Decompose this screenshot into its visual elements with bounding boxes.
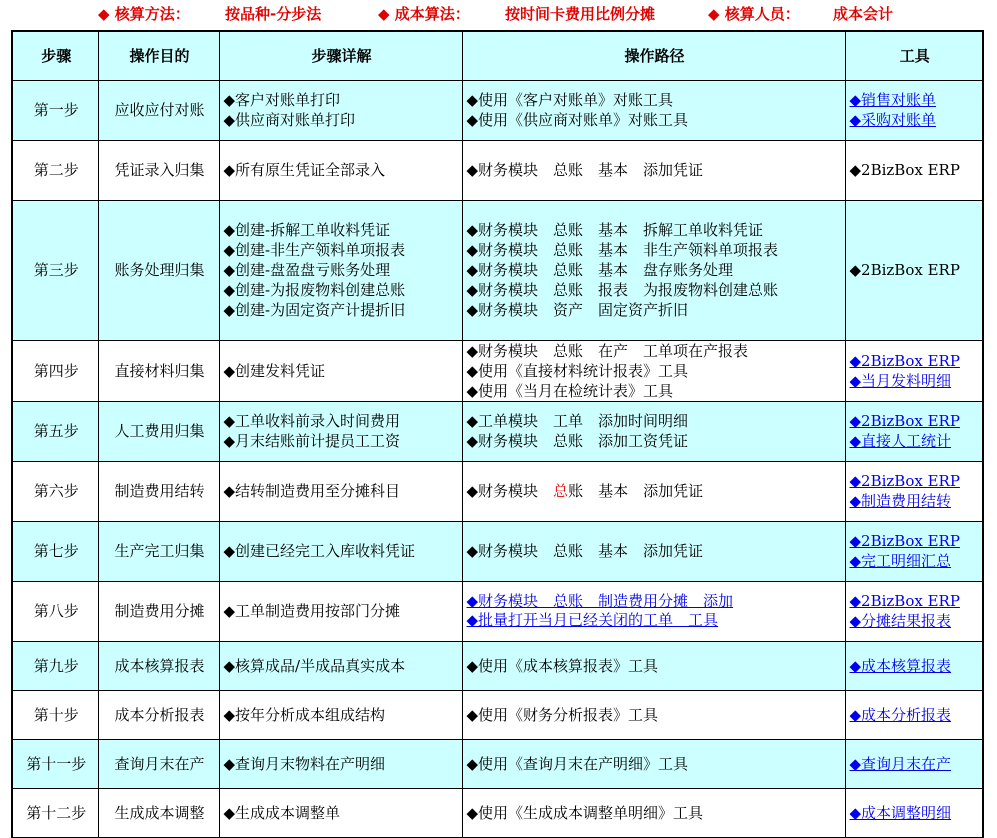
tool-link[interactable]: ◆2BizBox ERP [849,592,960,610]
details-cell [219,140,462,200]
table-row [12,401,983,461]
column-header-purpose: 操作目的 [98,31,219,80]
purpose-cell: 成本核算报表 [98,641,219,690]
tools-cell [845,401,983,461]
tool-link[interactable]: ◆制造费用结转 [849,492,952,510]
path-item: ◆财务模块 总账 添加工资凭证 [466,432,689,450]
path-segment: 总 [553,482,569,500]
path-cell [462,340,845,401]
path-cell [462,521,845,581]
detail-item: ◆创建-为报废物料创建总账 [223,281,406,299]
detail-item: ◆月末结账前计提员工工资 [223,432,401,450]
path-cell [462,461,845,521]
step-cell: 第九步 [12,641,98,690]
purpose-cell: 查询月末在产 [98,739,219,788]
detail-item: ◆创建-为固定资产计提折旧 [223,301,406,319]
path-item: ◆财务模块 总账 在产 工单项在产报表 [466,341,749,360]
step-cell: 第五步 [12,401,98,461]
purpose-cell: 生成成本调整 [98,788,219,837]
path-item [467,481,843,501]
detail-item: ◆供应商对账单打印 [223,111,356,129]
details-cell [219,340,462,401]
path-item: ◆财务模块 总账 基本 拆解工单收料凭证 [466,221,764,239]
table-header-row [12,31,983,80]
step-cell: 第一步 [12,80,98,140]
tool-link[interactable]: ◆2BizBox ERP [849,351,960,370]
step-cell: 第十一步 [12,739,98,788]
column-header-tools: 工具 [845,31,983,80]
step-cell: 第三步 [12,200,98,340]
tools-cell [845,690,983,739]
path-cell [462,641,845,690]
table-row [12,739,983,788]
purpose-cell: 应收应付对账 [98,80,219,140]
details-cell [219,690,462,739]
details-cell [219,461,462,521]
details-cell [219,80,462,140]
detail-item: ◆工单制造费用按部门分摊 [223,602,401,620]
step-cell: 第二步 [12,140,98,200]
tool-link[interactable]: ◆直接人工统计 [849,432,952,450]
path-cell [462,401,845,461]
tools-cell [845,521,983,581]
header-algorithm-value: 按时间卡费用比例分摊 [505,5,656,23]
purpose-cell: 生产完工归集 [98,521,219,581]
path-cell [462,690,845,739]
path-segment: 账 基本 添加凭证 [568,482,704,500]
table-row [12,461,983,521]
detail-item: ◆创建-盘盈盘亏账务处理 [223,261,391,279]
detail-item: ◆创建-非生产领料单项报表 [223,241,406,259]
table-body [12,80,983,837]
detail-item: ◆创建发料凭证 [223,361,326,380]
tool-label: ◆2BizBox ERP [849,161,960,179]
column-header-path: 操作路径 [462,31,845,80]
purpose-cell: 直接材料归集 [98,340,219,401]
path-item: ◆使用《财务分析报表》工具 [466,705,659,724]
table-row [12,140,983,200]
tool-link[interactable]: ◆分摊结果报表 [849,612,952,630]
path-item: ◆使用《查询月末在产明细》工具 [466,754,689,773]
tools-cell [845,641,983,690]
purpose-cell: 制造费用结转 [98,461,219,521]
details-cell [219,521,462,581]
table-row [12,690,983,739]
path-item: ◆使用《成本核算报表》工具 [466,656,659,675]
tool-link[interactable]: ◆完工明细汇总 [849,552,952,570]
detail-item: ◆创建已经完工入库收料凭证 [223,542,416,560]
tools-cell [845,581,983,641]
detail-item: ◆核算成品/半成品真实成本 [223,656,406,675]
header-staff-value: 成本会计 [833,5,894,23]
details-cell [219,739,462,788]
path-link[interactable]: ◆批量打开当月已经关闭的工单 工具 [466,611,719,629]
tool-link[interactable]: ◆成本核算报表 [849,656,952,675]
details-cell [219,641,462,690]
path-item: ◆财务模块 总账 基本 盘存账务处理 [466,261,734,279]
purpose-cell: 人工费用归集 [98,401,219,461]
detail-item: ◆工单收料前录入时间费用 [223,412,401,430]
detail-item: ◆客户对账单打印 [223,91,341,109]
details-cell [219,200,462,340]
table-row [12,340,983,401]
tool-link[interactable]: ◆成本分析报表 [849,705,952,724]
path-item: ◆财务模块 总账 基本 非生产领料单项报表 [466,241,779,259]
tool-link[interactable]: ◆采购对账单 [849,111,937,129]
header-algorithm-label: ◆ 成本算法： [378,5,470,23]
path-item: ◆使用《供应商对账单》对账工具 [466,111,689,129]
path-item: ◆财务模块 总账 报表 为报废物料创建总账 [466,281,779,299]
tools-cell [845,140,983,200]
column-header-step: 步骤 [12,31,98,80]
step-cell: 第八步 [12,581,98,641]
table-row [12,80,983,140]
header-method-value: 按品种-分步法 [225,5,322,23]
path-item: ◆财务模块 总账 基本 添加凭证 [466,542,704,560]
purpose-cell: 凭证录入归集 [98,140,219,200]
tool-link[interactable]: ◆当月发料明细 [849,371,952,390]
tools-cell [845,340,983,401]
table-row [12,641,983,690]
table-row [12,521,983,581]
path-item: ◆财务模块 总账 基本 添加凭证 [466,161,704,179]
path-cell [462,581,845,641]
table-row [12,581,983,641]
step-cell: 第七步 [12,521,98,581]
tool-link[interactable]: ◆查询月末在产 [849,754,952,773]
details-cell [219,581,462,641]
detail-item: ◆所有原生凭证全部录入 [223,161,386,179]
path-item: ◆工单模块 工单 添加时间明细 [466,412,689,430]
path-cell [462,140,845,200]
path-link[interactable]: ◆财务模块 总账 制造费用分摊 添加 [466,592,734,610]
table-row [12,200,983,340]
step-cell: 第十步 [12,690,98,739]
path-item: ◆使用《当月在检统计表》工具 [466,381,674,400]
tool-link[interactable]: ◆2BizBox ERP [849,412,960,430]
tool-link[interactable]: ◆销售对账单 [849,91,937,109]
details-cell [219,401,462,461]
header-staff-label: ◆ 核算人员： [708,5,800,23]
page-header [0,0,997,28]
step-cell: 第四步 [12,340,98,401]
path-segment: ◆财务模块 [466,482,554,500]
tool-link[interactable]: ◆成本调整明细 [849,803,952,822]
path-item: ◆使用《生成成本调整单明细》工具 [466,803,704,822]
path-item: ◆使用《直接材料统计报表》工具 [466,361,689,380]
detail-item: ◆创建-拆解工单收料凭证 [223,221,391,239]
cost-accounting-table [11,30,984,838]
path-cell [462,80,845,140]
detail-item: ◆结转制造费用至分摊科目 [223,482,401,500]
tool-label: ◆2BizBox ERP [849,261,960,279]
tool-link[interactable]: ◆2BizBox ERP [849,532,960,550]
tool-link[interactable]: ◆2BizBox ERP [849,472,960,490]
detail-item: ◆按年分析成本组成结构 [223,705,386,724]
path-item: ◆使用《客户对账单》对账工具 [466,91,674,109]
path-cell [462,200,845,340]
tools-cell [845,461,983,521]
tools-cell [845,80,983,140]
purpose-cell: 制造费用分摊 [98,581,219,641]
purpose-cell: 成本分析报表 [98,690,219,739]
step-cell: 第十二步 [12,788,98,837]
path-item: ◆财务模块 资产 固定资产折旧 [466,301,689,319]
tools-cell [845,200,983,340]
header-method-label: ◆ 核算方法： [98,5,190,23]
purpose-cell: 账务处理归集 [98,200,219,340]
tools-cell [845,739,983,788]
detail-item: ◆生成成本调整单 [223,803,341,822]
path-cell [462,739,845,788]
column-header-details: 步骤详解 [219,31,462,80]
detail-item: ◆查询月末物料在产明细 [223,754,386,773]
step-cell: 第六步 [12,461,98,521]
